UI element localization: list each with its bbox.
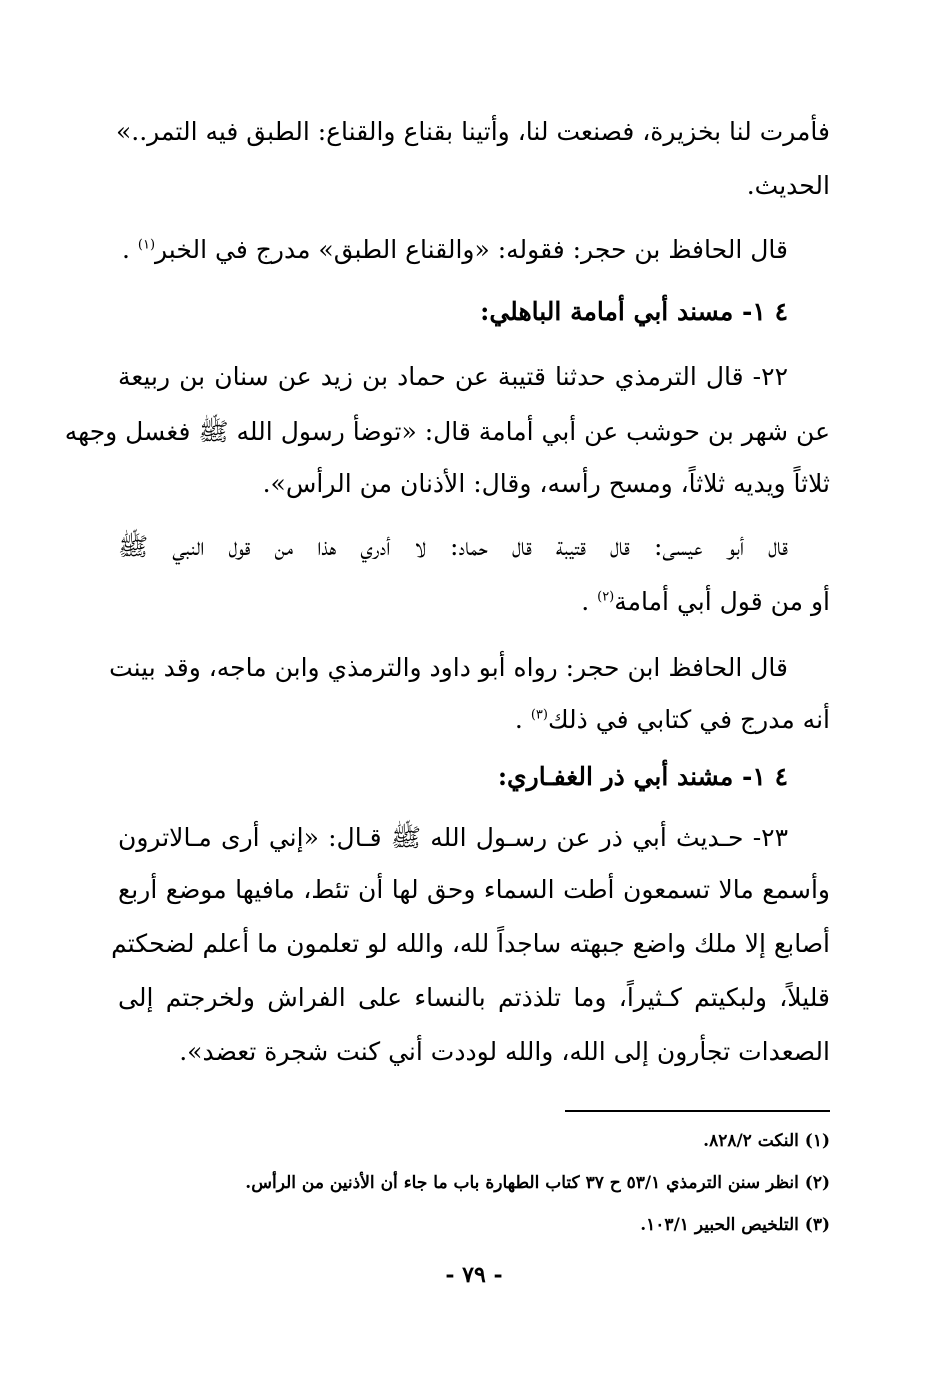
- section-heading: ٤ ١- مسند أبي أمامة الباهلي:: [480, 297, 788, 326]
- footnote: (٣) التلخيص الحبير ١٠٣/١.: [640, 1215, 830, 1235]
- text-span: .: [514, 705, 531, 734]
- text-span: قال الحافظ بن حجر: فقوله: «والقناع الطبق» مدرج في الخبر: [155, 235, 788, 264]
- text-line: الصعدات تجأرون إلى الله، والله لوددت أني كنت شجرة تعضد».: [179, 1037, 830, 1066]
- text-span: أو من قول أبي أمامة: [614, 587, 830, 616]
- text-line: [118, 230, 830, 270]
- footnote: (٢) انظر سنن الترمذي ٥٣/١ ح ٣٧ كتاب الطهارة باب ما جاء أن الأذنين من الرأس.: [245, 1173, 830, 1193]
- footnote-marker: (٣): [530, 707, 548, 723]
- page-content: [64, 102, 830, 1376]
- text-line: قليلاً، ولبكيتم كـثيراً، وما تلذذتم بالنساء على الفراش ولخرجتم إلى: [118, 983, 830, 1012]
- text-line: ٢٢- قال الترمذي حدثنا قتيبة عن حماد بن زيد عن سنان بن ربيعة: [118, 362, 788, 391]
- footnote: (١) النكت ٨٢٨/٢.: [703, 1131, 830, 1151]
- text-span: أنه مدرج في كتابي في ذلك: [547, 705, 830, 734]
- text-line: الحديث.: [746, 171, 830, 200]
- text-line: ٢٣- حـديث أبي ذر عن رسـول الله ﷺ قـال: «إني أرى مـالاترون: [118, 823, 788, 852]
- text-line: قال أبو عيسى: قال قتيبة قال حماد: لا أدري هذا من قول النبي ﷺ: [118, 532, 788, 561]
- text-line: عن شهر بن حوشب عن أبي أمامة قال: «توضأ رسول الله ﷺ فغسل وجهه: [64, 417, 830, 446]
- text-line: ثلاثاً ويديه ثلاثاً، ومسح رأسه، وقال: الأذنان من الرأس».: [262, 469, 830, 498]
- footnote-separator: [565, 1110, 830, 1112]
- text-line: [118, 700, 830, 740]
- text-line: أصابع إلا ملك واضع جبهته ساجداً لله، والله لو تعلمون ما أعلم لضحكتم: [111, 929, 830, 958]
- text-span: .: [581, 587, 598, 616]
- section-heading: ٤ ١- مشند أبي ذر الغفـاري:: [497, 762, 788, 791]
- text-line: فأمرت لنا بخزيرة، فصنعت لنا، وأتينا بقناع والقناع: الطبق فيه التمر..»: [115, 117, 830, 146]
- text-line: قال الحافظ ابن حجر: رواه أبو داود والترمذي وابن ماجه، وقد بينت: [109, 653, 788, 682]
- footnote-marker: (١): [137, 237, 156, 253]
- page-number: - ٧٩ -: [445, 1262, 503, 1288]
- footnote-marker: (٢): [597, 589, 615, 605]
- text-line: [118, 582, 830, 622]
- text-span: .: [121, 235, 138, 264]
- text-line: وأسمع مالا تسمعون أطت السماء وحق لها أن تئط، مافيها موضع أربع: [118, 875, 830, 904]
